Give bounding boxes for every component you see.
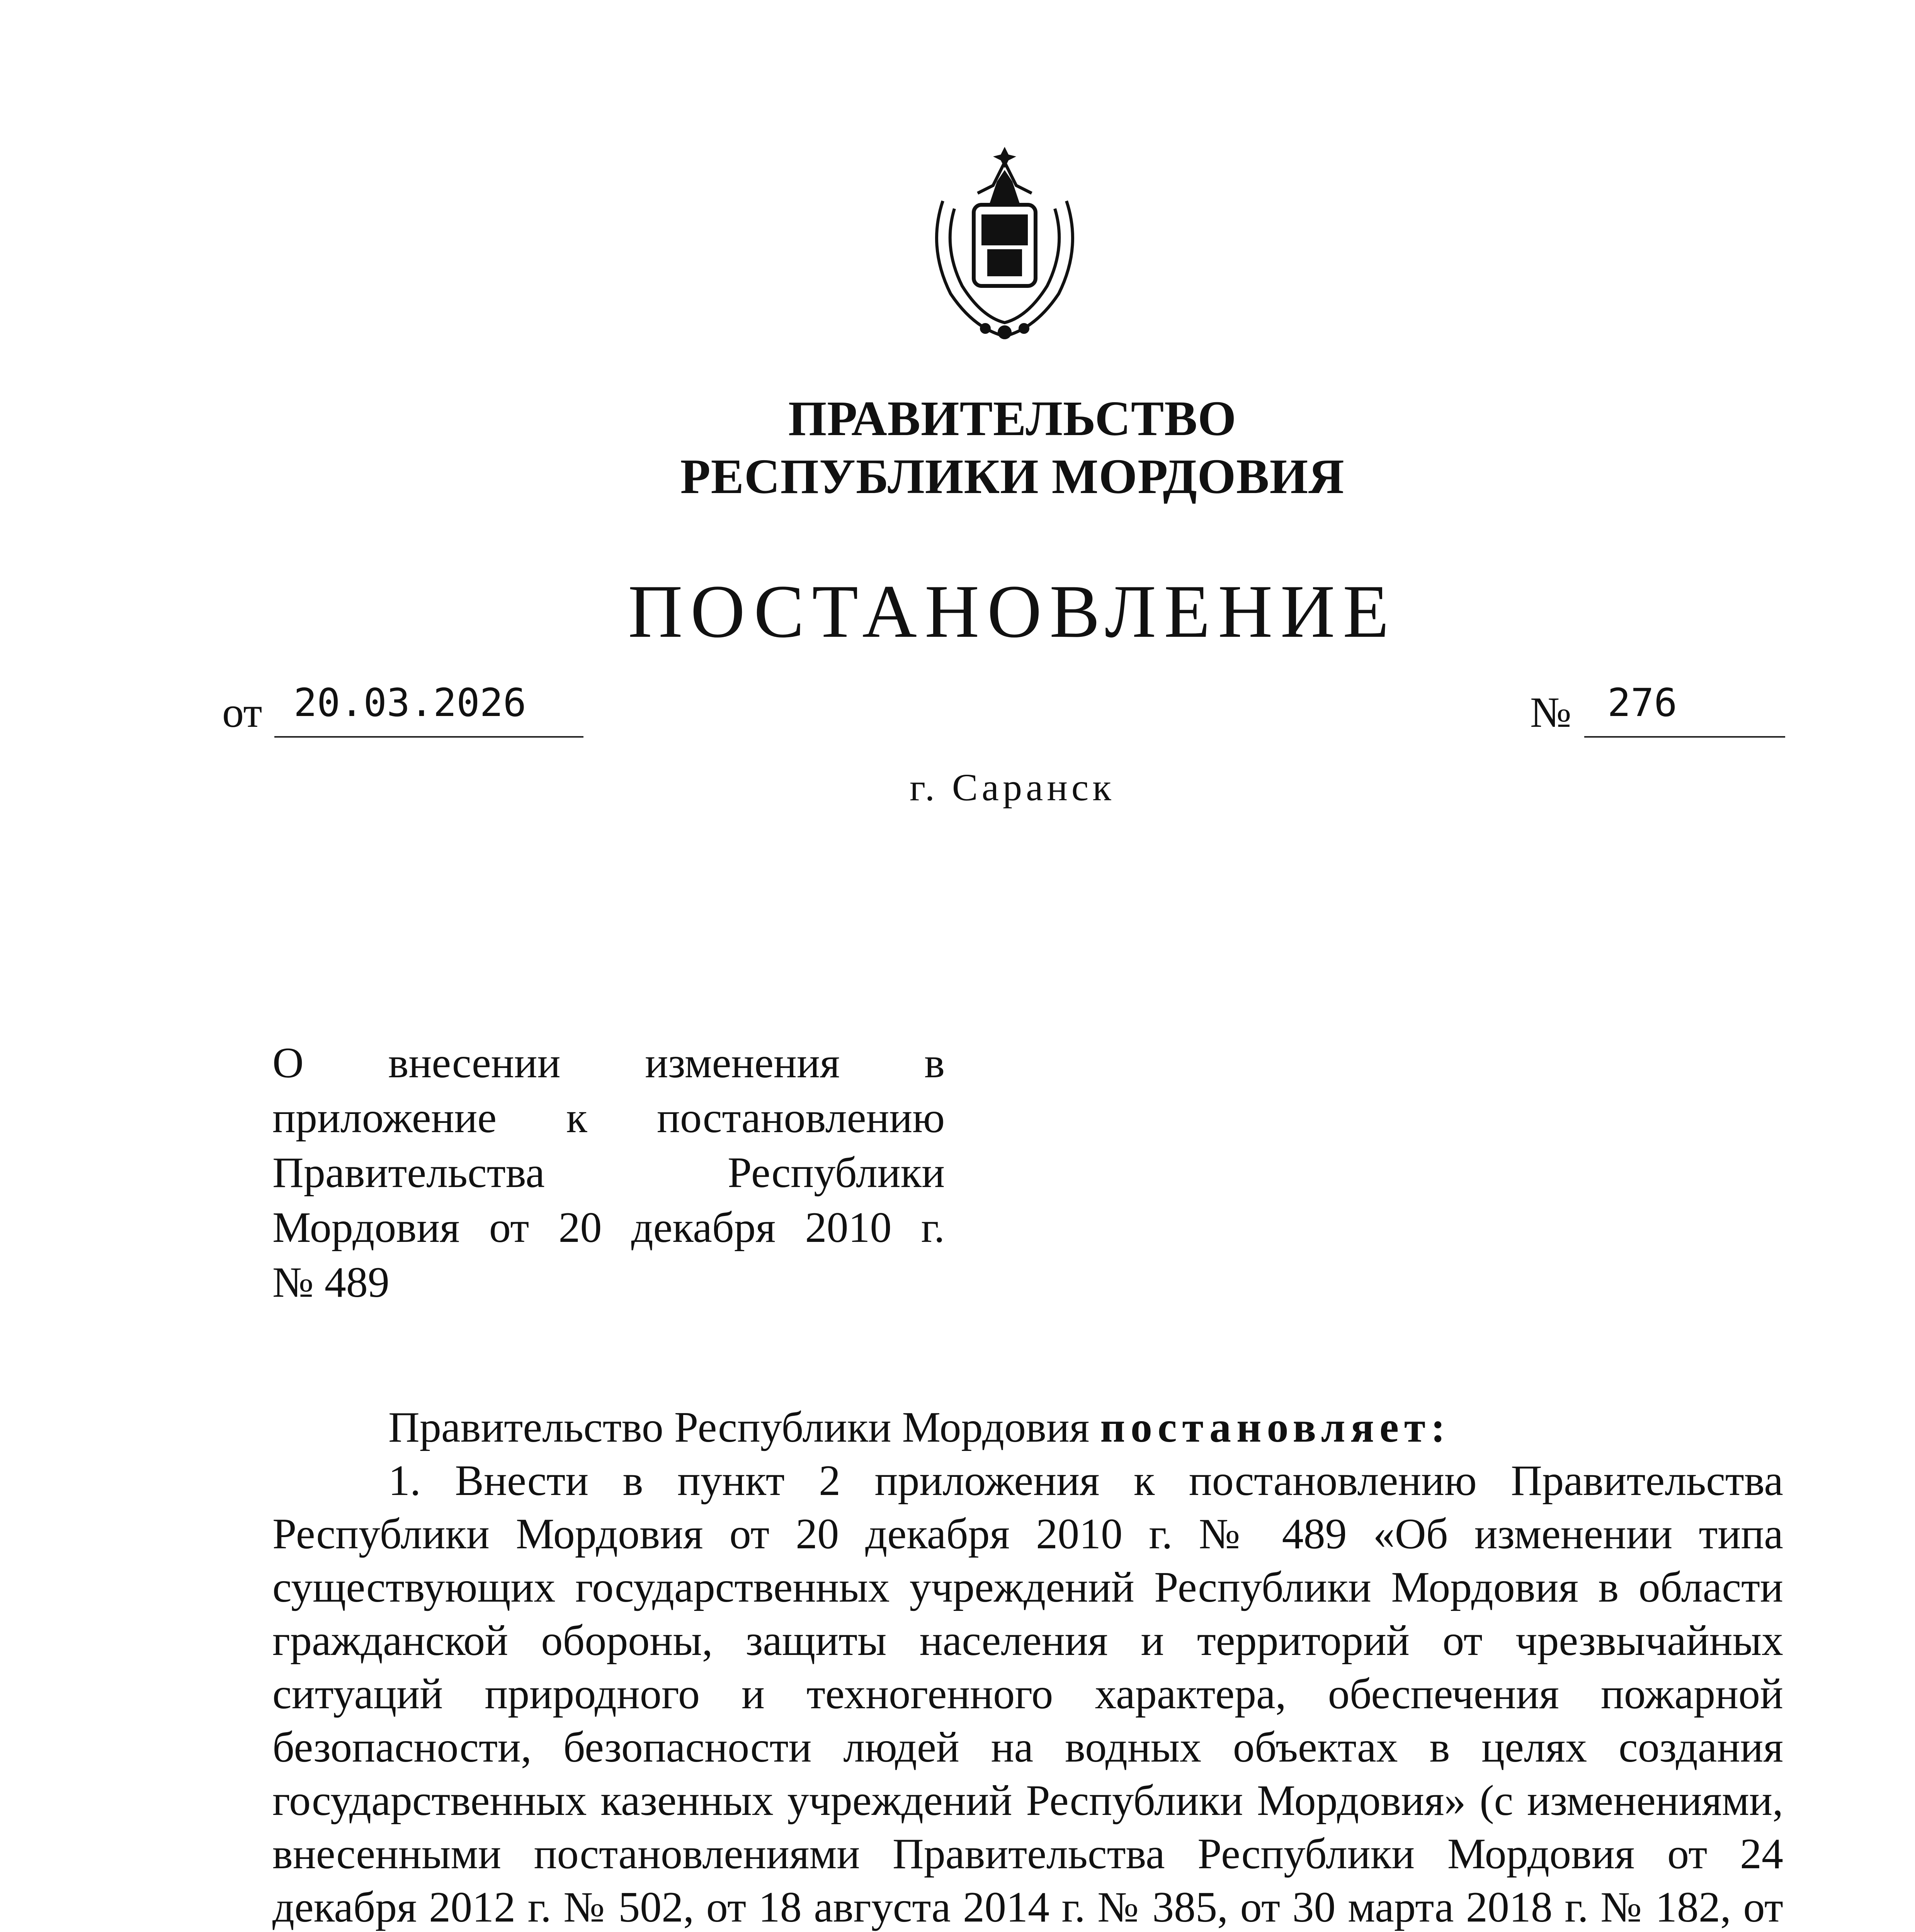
city-name: г. Саранск <box>910 766 1115 809</box>
coat-of-arms-emblem <box>920 147 1090 348</box>
subject-line: Правительства Республики <box>272 1149 945 1197</box>
preamble-verb: постановляет: <box>1100 1403 1451 1451</box>
date-underline <box>274 736 583 738</box>
document-type-title: ПОСТАНОВЛЕНИЕ <box>628 570 1397 653</box>
document-body <box>272 1401 1783 1932</box>
subject-line: приложение к постановлению <box>272 1094 945 1142</box>
date-label: от <box>222 689 262 736</box>
document-number: 276 <box>1607 680 1677 725</box>
document-subject <box>272 1036 945 1310</box>
organization-name-line2: РЕСПУБЛИКИ МОРДОВИЯ <box>680 449 1345 504</box>
number-underline <box>1584 736 1785 738</box>
paragraph-item-1: 1. Внести в пункт 2 приложения к постановлению Правительства Республики Мордовия от 20 декабря 2010 г. № 489 «Об изменении типа существующих государственных учреждений Республики Мордовия в области гражданской обороны, защиты населения и территорий от чрезвычайных ситуаций природного и техногенного характера, обеспечения пожарной безопасности, безопасности людей на водных объектах в целях создания государственных казенных учреждений Республики Мордовия» (с изменениями, внесенными постановлениями Правительства Республики Мордовия от 24 декабря 2012 г. № 502, от 18 августа 2014 г. № 385, от 30 марта 2018 г. № 182, от <box>272 1457 1783 1931</box>
preamble <box>272 1401 1783 1454</box>
preamble-text: Правительство Республики Мордовия <box>388 1403 1090 1451</box>
number-label: № <box>1530 689 1571 736</box>
subject-line: Мордовия от 20 декабря 2010 г. <box>272 1204 945 1252</box>
subject-line: О внесении изменения в <box>272 1039 945 1087</box>
subject-line: № 489 <box>272 1259 389 1306</box>
document-date: 20.03.2026 <box>294 680 527 725</box>
organization-name-line1: ПРАВИТЕЛЬСТВО <box>788 391 1237 446</box>
